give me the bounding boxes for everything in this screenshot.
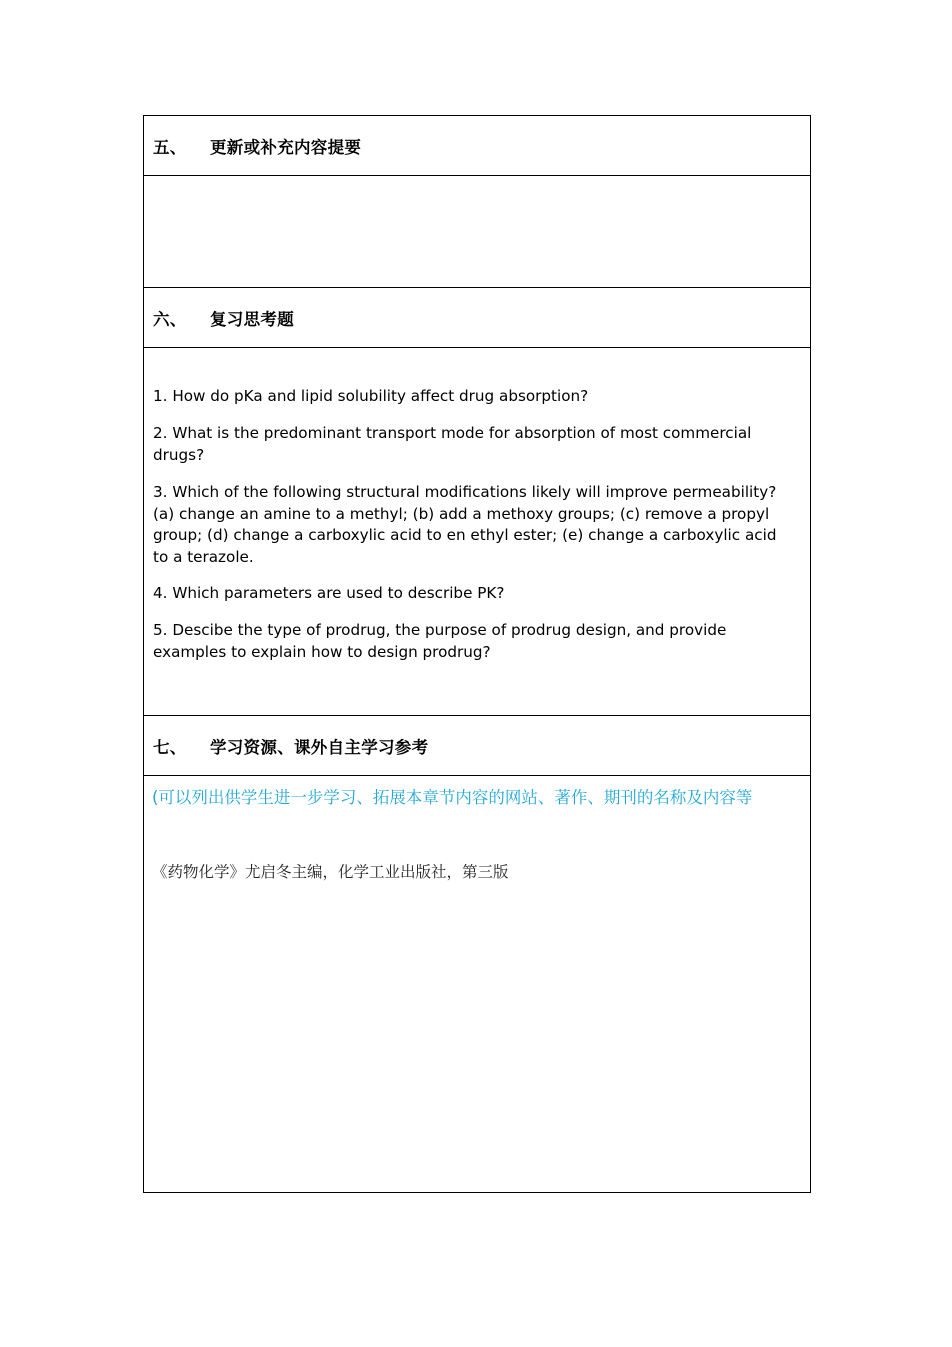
question-1: 1. How do pKa and lipid solubility affect drug absorption? [153, 387, 589, 405]
section-6-number: 六、 [153, 309, 187, 329]
section-7-number: 七、 [153, 737, 187, 757]
section-5-number: 五、 [153, 137, 187, 157]
section-6-body [144, 348, 810, 716]
section-6-title: 复习思考题 [210, 309, 294, 329]
reference-book: 《药物化学》尤启冬主编，化学工业出版社，第三版 [152, 863, 509, 881]
question-4: 4. Which parameters are used to describe PK? [153, 584, 505, 602]
section-7-body [144, 776, 810, 1192]
question-3: 3. Which of the following structural modifications likely will improve permeability? (a) change an amine to a methyl; (b) add a methoxy groups; (c) remove a propyl group; (d) change a carboxylic acid to en ethyl ester; (e) change a carboxylic acid to a terazole. [153, 483, 777, 566]
section-7-title: 学习资源、课外自主学习参考 [210, 737, 429, 757]
section-6-header [144, 288, 810, 348]
section-5-body [144, 176, 810, 288]
section-5-title: 更新或补充内容提要 [210, 137, 362, 157]
question-5: 5. Descibe the type of prodrug, the purpose of prodrug design, and provide examples to explain how to design prodrug? [153, 621, 727, 661]
document-table [143, 115, 811, 1193]
resource-hint-text: (可以列出供学生进一步学习、拓展本章节内容的网站、著作、期刊的名称及内容等 [152, 788, 753, 807]
question-2: 2. What is the predominant transport mode for absorption of most commercial drugs? [153, 424, 752, 464]
section-5-header [144, 116, 810, 176]
section-7-header [144, 716, 810, 776]
